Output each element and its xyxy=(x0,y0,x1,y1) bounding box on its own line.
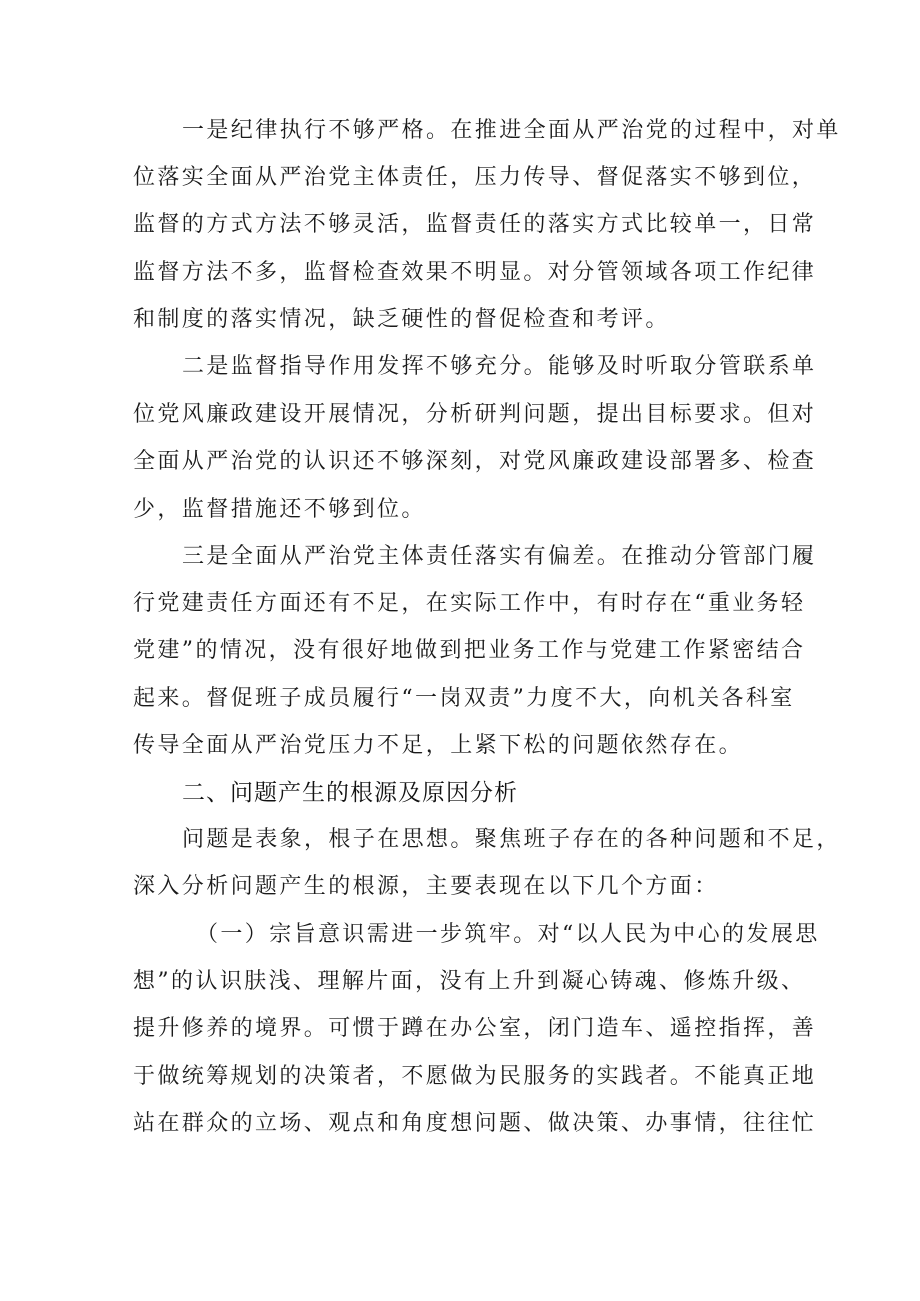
paragraph-3-line-3: 党建”的情况，没有很好地做到把业务工作与党建工作紧密结合 xyxy=(133,638,806,663)
paragraph-1-line-2: 位落实全面从严治党主体责任，压力传导、督促落实不够到位， xyxy=(133,165,817,190)
paragraph-1-line-1: 一是纪律执行不够严格。在推进全面从严治党的过程中，对单 xyxy=(182,118,841,143)
paragraph-5-line-5: 站在群众的立场、观点和角度想问题、做决策、办事情，往往忙 xyxy=(133,1111,817,1136)
paragraph-1-line-5: 和制度的落实情况，缺乏硬性的督促检查和考评。 xyxy=(133,307,670,332)
paragraph-5-line-3: 提升修养的境界。可惯于蹲在办公室，闭门造车、遥控指挥，善 xyxy=(133,1016,817,1041)
paragraph-3-line-5: 传导全面从严治党压力不足，上紧下松的问题依然存在。 xyxy=(133,733,744,758)
paragraph-5-line-2: 想”的认识肤浅、理解片面，没有上升到凝心铸魂、修炼升级、 xyxy=(133,969,806,994)
paragraph-2-line-3: 全面从严治党的认识还不够深刻，对党风廉政建设部署多、检查 xyxy=(133,449,817,474)
paragraph-3-line-4: 起来。督促班子成员履行“一岗双责”力度不大，向机关各科室 xyxy=(133,686,795,711)
section-heading: 二、问题产生的根源及原因分析 xyxy=(182,780,518,806)
paragraph-1-line-4: 监督方法不多，监督检查效果不明显。对分管领域各项工作纪律 xyxy=(133,260,817,285)
paragraph-2-line-4: 少，监督措施还不够到位。 xyxy=(133,497,426,522)
paragraph-2-line-2: 位党风廉政建设开展情况，分析研判问题，提出目标要求。但对 xyxy=(133,402,817,427)
paragraph-3-line-1: 三是全面从严治党主体责任落实有偏差。在推动分管部门履 xyxy=(182,544,817,569)
paragraph-5-line-4: 于做统筹规划的决策者，不愿做为民服务的实践者。不能真正地 xyxy=(133,1064,817,1089)
paragraph-1-line-3: 监督的方式方法不够灵活，监督责任的落实方式比较单一，日常 xyxy=(133,212,817,237)
paragraph-4-line-1: 问题是表象，根子在思想。聚焦班子存在的各种问题和不足， xyxy=(182,827,841,852)
paragraph-5-line-1: （一）宗旨意识需进一步筑牢。对“以人民为中心的发展思 xyxy=(196,922,820,947)
paragraph-3-line-2: 行党建责任方面还有不足，在实际工作中，有时存在“重业务轻 xyxy=(133,591,806,616)
paragraph-4-line-2: 深入分析问题产生的根源，主要表现在以下几个方面： xyxy=(133,874,719,899)
paragraph-2-line-1: 二是监督指导作用发挥不够充分。能够及时听取分管联系单 xyxy=(182,354,817,379)
